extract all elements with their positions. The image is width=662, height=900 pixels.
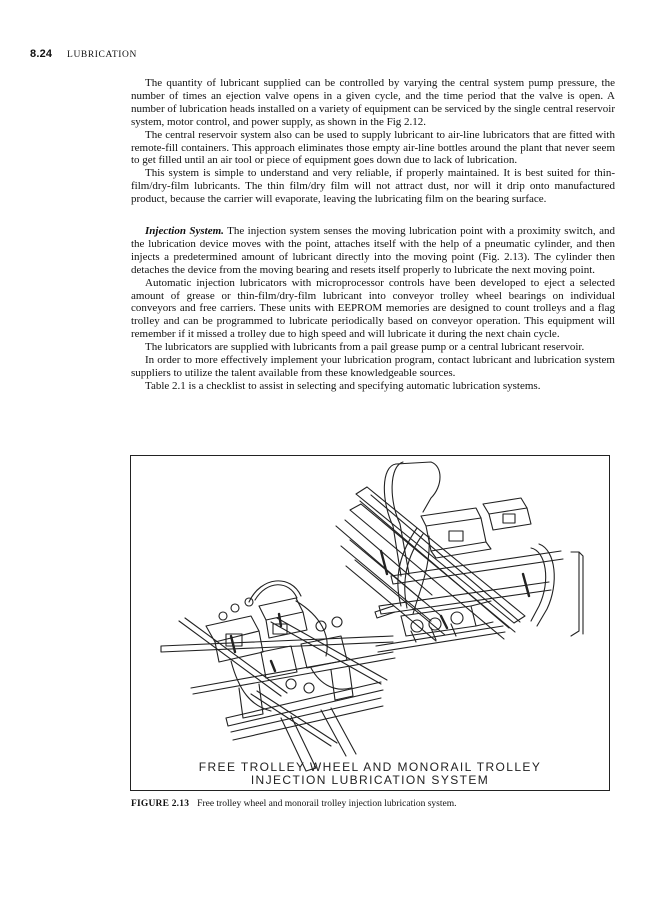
paragraph: The lubricators are supplied with lubricants from a pail grease pump or a central lubricant reservoir. (145, 341, 585, 354)
body-section-2 (131, 225, 615, 393)
figure-label: FIGURE 2.13 (131, 799, 190, 809)
figure-title-line-2: INJECTION LUBRICATION SYSTEM (250, 773, 490, 787)
figure-caption (131, 799, 615, 809)
run-in-heading: Injection System. (145, 225, 224, 237)
paragraph: In order to more effectively implement your lubrication program, contact lubricant and lubrication system suppliers to utilize the talent available from these knowledgeable sources. (131, 354, 615, 379)
paragraph-lead-text: The injection system senses the moving lubrication point with a proximity switch, and the lubrication device moves with the point, attaches itself with the help of a pneumatic cylinder, and then injects a predetermined amount of lubricant directly into the moving point (Fig. 2.13). The cylinder then detaches the device from the moving bearing and resets itself properly to lubricate the next moving point. (131, 225, 615, 276)
body-section-1 (131, 77, 615, 206)
figure-2-13 (130, 455, 610, 791)
page-number: 8.24 (30, 48, 53, 60)
paragraph: The central reservoir system also can be used to supply lubricant to air-line lubricators that are fitted with remote-fill containers. This approach eliminates those empty air-line bottles around the plant that never seem to get filled until an air tool or piece of equipment goes down due to lack of lubrication. (131, 128, 615, 167)
paragraph: Table 2.1 is a checklist to assist in selecting and specifying automatic lubrication systems. (145, 379, 541, 392)
section-title: LUBRICATION (67, 50, 137, 60)
lubrication-system-illustration (131, 456, 609, 790)
paragraph: Automatic injection lubricators with microprocessor controls have been developed to eject a selected amount of grease or thin-film/dry-film lubricant into conveyor trolley wheel bearings on individual conveyors and free carriers. These units with EEPROM memories are designed to count trolleys and a flag trolley and can be programmed to lubricate periodically based on conveyor operation. This equipment will remember if it missed a trolley due to high speed and will lubricate it during the next chain cycle. (131, 276, 615, 341)
figure-caption-text: Free trolley wheel and monorail trolley injection lubrication system. (197, 799, 457, 809)
paragraph: The quantity of lubricant supplied can be controlled by varying the central system pump pressure, the number of times an ejection valve opens in a given cycle, and the time period that the valve is open. A number of lubrication heads installed on a variety of equipment can be serviced by the single central reservoir system, motor control, and power supply, as shown in the Fig 2.12. (131, 77, 615, 128)
paragraph: This system is simple to understand and very reliable, if properly maintained. It is best suited for thin-film/dry-film lubricants. The thin film/dry film will not attract dust, nor will it drip onto manufactured product, because the carrier will evaporate, leaving the lubricating film on the bearing surface. (131, 167, 615, 206)
figure-title-line-1: FREE TROLLEY WHEEL AND MONORAIL TROLLEY (198, 760, 542, 774)
running-header (30, 48, 137, 60)
monorail-trolley-unit (336, 462, 583, 652)
paragraph-injection-system (131, 225, 615, 277)
free-trolley-unit (161, 581, 395, 771)
